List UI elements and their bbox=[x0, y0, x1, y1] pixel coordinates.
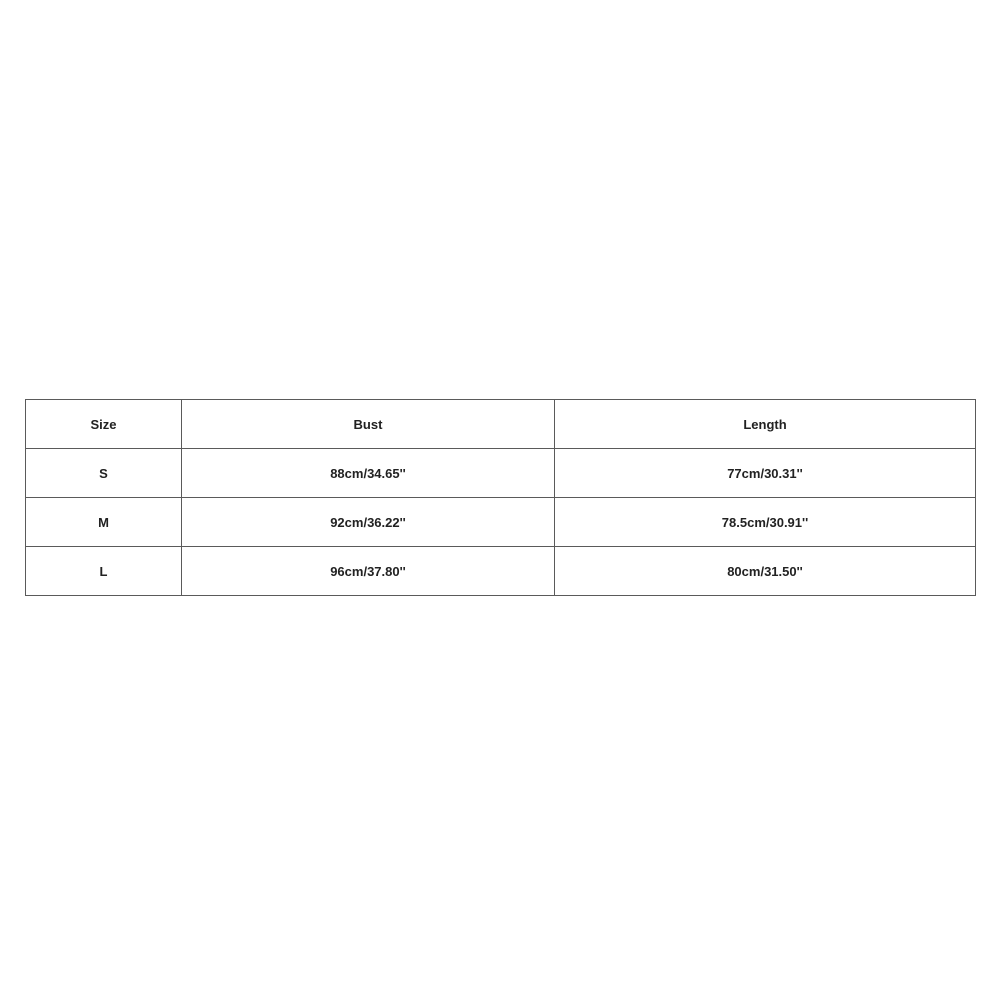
length-cell: 77cm/30.31'' bbox=[555, 449, 976, 498]
table-row bbox=[26, 449, 976, 498]
table-row bbox=[26, 547, 976, 596]
size-cell: L bbox=[26, 547, 182, 596]
header-length: Length bbox=[555, 400, 976, 449]
bust-cell: 92cm/36.22'' bbox=[182, 498, 555, 547]
length-cell: 78.5cm/30.91'' bbox=[555, 498, 976, 547]
bust-cell: 96cm/37.80'' bbox=[182, 547, 555, 596]
length-cell: 80cm/31.50'' bbox=[555, 547, 976, 596]
size-cell: S bbox=[26, 449, 182, 498]
table-row bbox=[26, 498, 976, 547]
bust-cell: 88cm/34.65'' bbox=[182, 449, 555, 498]
header-size: Size bbox=[26, 400, 182, 449]
header-bust: Bust bbox=[182, 400, 555, 449]
size-cell: M bbox=[26, 498, 182, 547]
table-header-row bbox=[26, 400, 976, 449]
size-chart-table bbox=[25, 399, 976, 596]
